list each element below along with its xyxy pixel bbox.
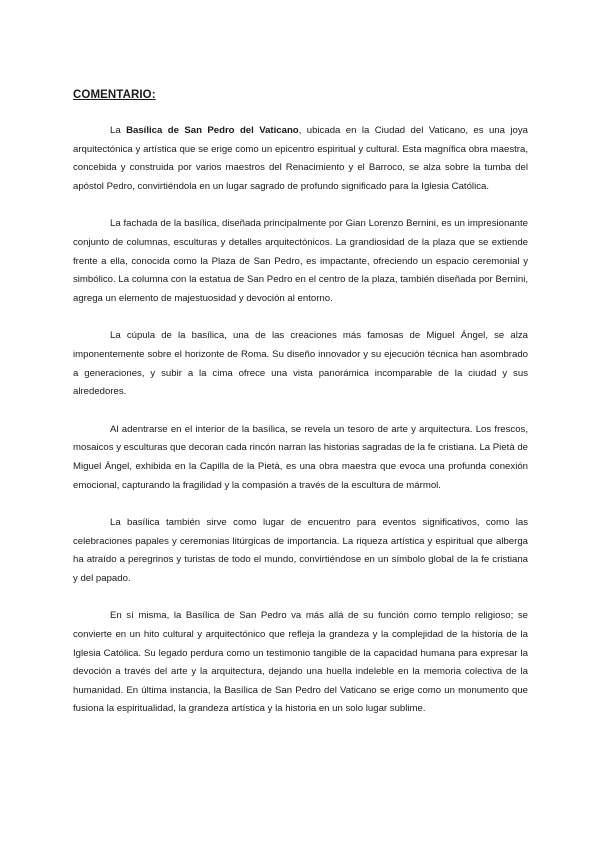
paragraph-text: , ubicada en la Ciudad del Vaticano, es una joya arquitectónica y artística que se erige como un epicentro espiritual y cultural. Esta magnífica obra maestra, concebida y construida por varios maestros del Renacimiento y el Barroco, se alza sobre la tumba del apóstol Pedro, convirtiéndola en un lugar sagrado de profundo significado para la Iglesia Católica. [73, 125, 528, 192]
paragraph-interior [73, 421, 528, 495]
paragraph-text: La [110, 125, 127, 136]
paragraph-text: La basílica también sirve como lugar de encuentro para eventos significativos, como las celebraciones papales y ceremonias litúrgicas de importancia. La riqueza artística y espiritual que alberga ha atraído a peregrinos y turistas de todo el mundo, convirtiéndose en un símbolo global de la fe cristiana y del papado. [73, 517, 528, 584]
paragraph-text: En sí misma, la Basílica de San Pedro va más allá de su función como templo religioso; se convierte en un hito cultural y arquitectónico que refleja la grandeza y la complejidad de la historia de la Iglesia Católica. Su legado perdura como un testimonio tangible de la capacidad humana para expresar la devoción a través del arte y la arquitectura, dejando una huella indeleble en la memoria colectiva de la humanidad. En última instancia, la Basílica de San Pedro del Vaticano se erige como un monumento que fusiona la espiritualidad, la grandeza artística y la historia en un solo lugar sublime. [73, 610, 528, 715]
paragraph-text: La cúpula de la basílica, una de las creaciones más famosas de Miguel Ángel, se alza imponentemente sobre el horizonte de Roma. Su diseño innovador y su ejecución técnica han asombrado a generaciones, y subir a la cima ofrece una vista panorámica incomparable de la ciudad y sus alrededores. [73, 330, 528, 398]
paragraph-events [73, 514, 528, 588]
paragraph-text: Al adentrarse en el interior de la basílica, se revela un tesoro de arte y arquitectura. Los frescos, mosaicos y esculturas que decoran cada rincón narran las historias sagradas de la fe cristiana. La Pietà de Miguel Ángel, exhibida en la Capilla de la Pietà, es una obra maestra que evoca una profunda conexión emocional, capturando la fragilidad y la compasión a través de la escultura de mármol. [73, 423, 528, 491]
document-heading: COMENTARIO: [73, 89, 156, 101]
paragraph-text: La fachada de la basílica, diseñada principalmente por Gian Lorenzo Bernini, es un impresionante conjunto de columnas, esculturas y detalles arquitectónicos. La grandiosidad de la plaza que se extiende frente a ella, conocida como la Plaza de San Pedro, es impactante, ofreciendo un espacio ceremonial y simbólico. La columna con la estatua de San Pedro en el centro de la plaza, también diseñada por Bernini, agrega un elemento de majestuosidad y devoción al entorno. [73, 218, 528, 304]
document-body [73, 122, 528, 719]
paragraph-introduction [73, 122, 528, 196]
paragraph-facade [73, 215, 528, 308]
paragraph-dome [73, 327, 528, 401]
bold-term: Basílica de San Pedro del Vaticano [126, 125, 299, 136]
paragraph-conclusion [73, 607, 528, 719]
